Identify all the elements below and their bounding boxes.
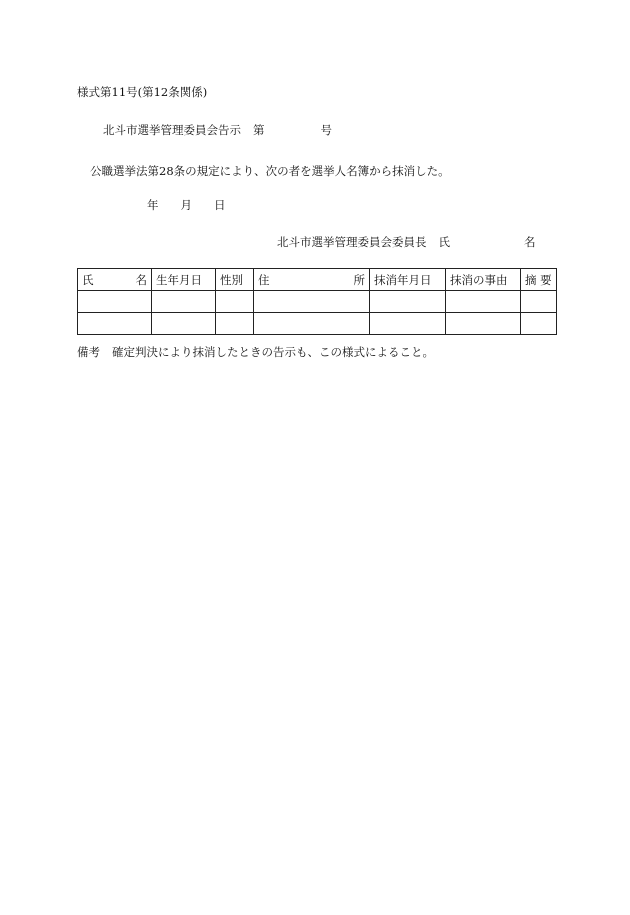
signature-line [277,237,536,249]
header-address-left: 住 [258,272,270,287]
table-cell [78,291,152,313]
table-cell [446,313,521,335]
remarks-label: 備考 [77,345,100,359]
table-cell [446,291,521,313]
table-cell [521,313,557,335]
body-text: 公職選挙法第28条の規定により、次の者を選挙人名簿から抹消した。 [90,164,450,178]
date-year: 年 [147,198,159,212]
remarks [77,347,434,359]
date-month: 月 [180,198,192,212]
header-address [254,269,370,291]
table-row [78,291,557,313]
notice-no-prefix: 第 [253,123,265,137]
table-cell [152,291,216,313]
table-cell [370,291,446,313]
table-cell [254,291,370,313]
table-header-row [78,269,557,291]
header-deletion-reason: 抹消の事由 [446,269,521,291]
signature-name-right: 名 [524,235,536,249]
date-day: 日 [214,198,226,212]
table-cell [370,313,446,335]
header-birthdate: 生年月日 [152,269,216,291]
form-number: 様式第11号(第12条関係) [77,85,208,99]
remarks-text: 確定判決により抹消したときの告示も、この様式によること。 [112,345,434,359]
table-cell [78,313,152,335]
table-cell [216,291,254,313]
header-name-right: 名 [135,272,147,287]
header-gender: 性別 [216,269,254,291]
header-name [78,269,152,291]
header-deletion-date: 抹消年月日 [370,269,446,291]
header-name-left: 氏 [82,272,94,287]
table-cell [521,291,557,313]
notice-title [103,125,332,137]
table-cell [254,313,370,335]
date-line [147,200,226,212]
table-row [78,313,557,335]
notice-no-suffix: 号 [320,123,332,137]
table-cell [152,313,216,335]
signature-title: 北斗市選挙管理委員会委員長 [277,235,427,249]
register-table [77,268,557,335]
header-address-right: 所 [353,272,365,287]
signature-name-left: 氏 [438,235,450,249]
table-cell [216,313,254,335]
notice-issuer: 北斗市選挙管理委員会告示 [103,123,241,137]
header-summary: 摘 要 [521,269,557,291]
